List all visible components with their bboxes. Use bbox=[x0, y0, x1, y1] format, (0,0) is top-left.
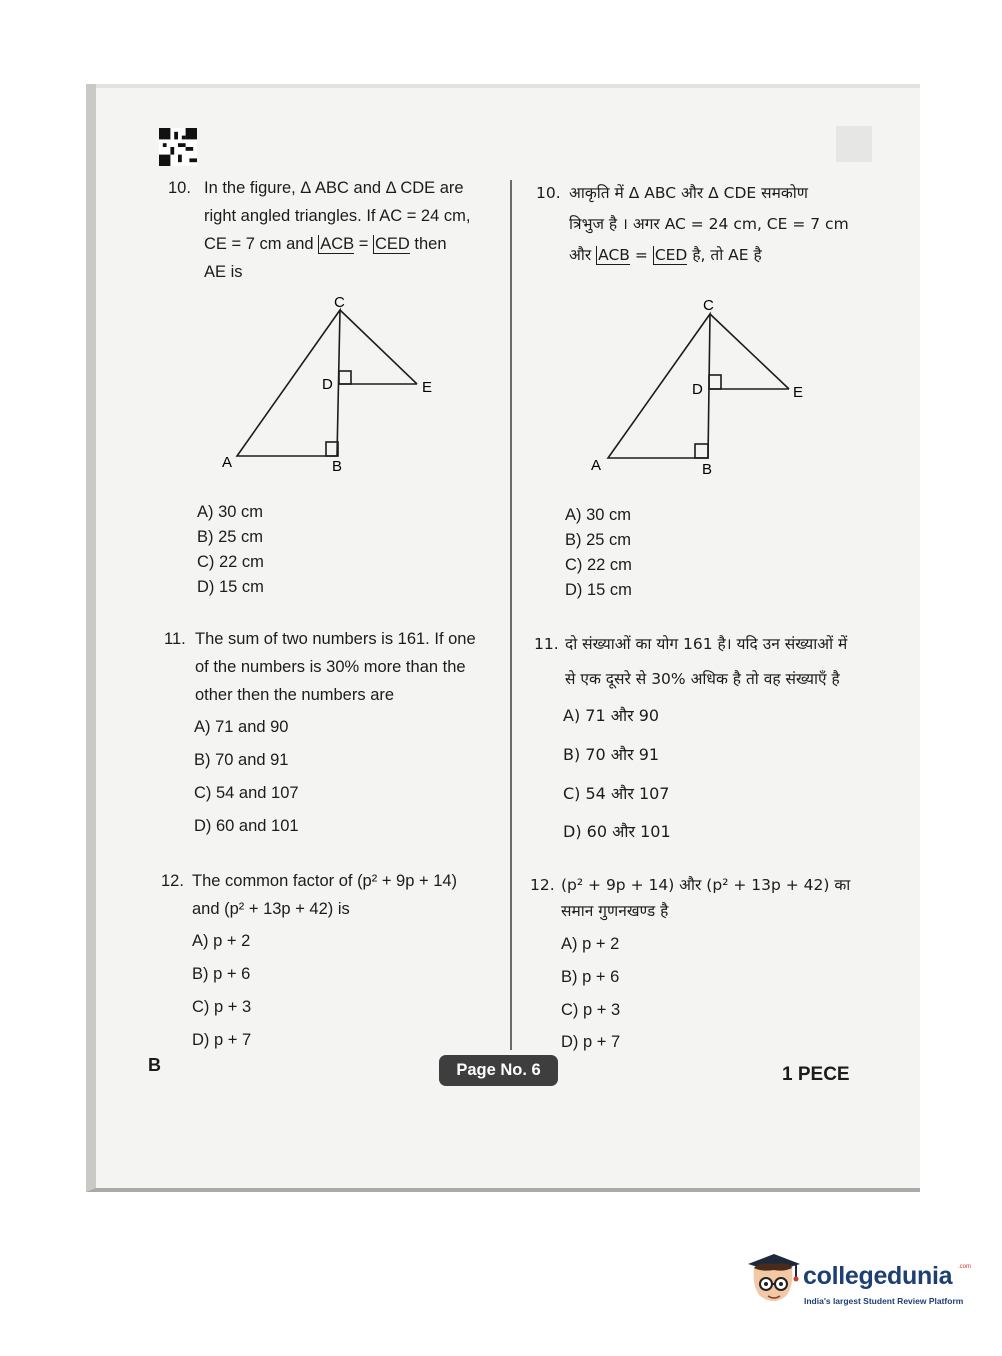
question-line: The sum of two numbers is 161. If one bbox=[195, 630, 476, 648]
question-line: The common factor of (p² + 9p + 14) bbox=[192, 872, 458, 890]
vertex-d-label: D bbox=[322, 376, 333, 393]
option: A) 71 और 90 bbox=[563, 706, 660, 725]
angle-ced: CED bbox=[654, 246, 688, 264]
option: D) 15 cm bbox=[565, 581, 632, 599]
line-text: then bbox=[414, 235, 447, 253]
option: C) 54 and 107 bbox=[194, 784, 299, 802]
line-text: है, तो AE है bbox=[692, 246, 762, 264]
triangle-figure bbox=[586, 292, 816, 482]
bleed-qr bbox=[836, 126, 872, 162]
option: C) p + 3 bbox=[561, 1001, 621, 1019]
option: D) 60 and 101 bbox=[194, 817, 299, 835]
vertex-a-label: A bbox=[222, 454, 233, 471]
option: C) 22 cm bbox=[565, 556, 632, 574]
left-q12 bbox=[161, 867, 491, 923]
option: C) 22 cm bbox=[197, 553, 264, 571]
vertex-d-label: D bbox=[692, 381, 703, 398]
option: B) 25 cm bbox=[565, 531, 632, 549]
option: B) 25 cm bbox=[197, 528, 264, 546]
equals-sign: = bbox=[634, 246, 648, 264]
question-line: से एक दूसरे से 30% अधिक है तो वह संख्याएँ है bbox=[565, 670, 840, 688]
question-line: आकृति में Δ ABC और Δ CDE समकोण bbox=[569, 184, 808, 202]
triangle-figure bbox=[215, 288, 445, 478]
question-line: other then the numbers are bbox=[195, 686, 395, 704]
option: C) p + 3 bbox=[192, 998, 252, 1016]
option: A) 71 and 90 bbox=[194, 718, 289, 736]
question-line: of the numbers is 30% more than the bbox=[195, 658, 466, 676]
line-text: और bbox=[569, 246, 592, 264]
question-line bbox=[569, 240, 866, 271]
option: B) 70 and 91 bbox=[194, 751, 289, 769]
question-line: त्रिभुज है । अगर AC = 24 cm, CE = 7 cm bbox=[569, 215, 849, 233]
paper-code: 1 PECE bbox=[782, 1064, 850, 1085]
angle-acb: ACB bbox=[598, 246, 630, 264]
question-line: AE is bbox=[204, 263, 243, 281]
vertex-c-label: C bbox=[703, 297, 714, 314]
option: A) 30 cm bbox=[197, 503, 264, 521]
option: A) p + 2 bbox=[561, 935, 620, 953]
scan-edge bbox=[96, 84, 920, 88]
right-q11 bbox=[534, 627, 874, 697]
vertex-b-label: B bbox=[702, 461, 713, 478]
collegedunia-mascot-icon bbox=[744, 1248, 802, 1310]
question-number: 10. bbox=[536, 184, 561, 202]
question-number: 12. bbox=[161, 872, 184, 890]
page-number-badge: Page No. 6 bbox=[439, 1055, 558, 1086]
vertex-e-label: E bbox=[793, 384, 804, 401]
question-line: दो संख्याओं का योग 161 है। यदि उन संख्याओं में bbox=[565, 635, 848, 653]
brand-name: collegedunia bbox=[803, 1262, 953, 1290]
question-number: 11. bbox=[534, 635, 559, 653]
question-number: 12. bbox=[530, 876, 555, 894]
question-line: right angled triangles. If AC = 24 cm, bbox=[204, 207, 471, 225]
series-code: B bbox=[148, 1055, 161, 1075]
option: D) 15 cm bbox=[197, 578, 264, 596]
brand-domain: .com bbox=[958, 1264, 972, 1270]
vertex-c-label: C bbox=[334, 294, 345, 311]
question-line: In the figure, Δ ABC and Δ CDE are bbox=[204, 179, 464, 197]
right-q12 bbox=[530, 872, 870, 924]
left-q10 bbox=[168, 174, 488, 286]
question-number: 11. bbox=[164, 630, 186, 648]
option: B) 70 और 91 bbox=[563, 745, 660, 764]
vertex-e-label: E bbox=[422, 379, 433, 396]
vertex-a-label: A bbox=[591, 457, 602, 474]
option: D) 60 और 101 bbox=[563, 822, 671, 841]
option: B) p + 6 bbox=[561, 968, 620, 986]
qr-code-icon bbox=[158, 128, 198, 166]
angle-acb: ACB bbox=[320, 235, 355, 253]
option: B) p + 6 bbox=[192, 965, 251, 983]
question-line: and (p² + 13p + 42) is bbox=[192, 900, 350, 918]
question-number: 10. bbox=[168, 179, 191, 197]
vertex-b-label: B bbox=[332, 458, 343, 475]
left-q11 bbox=[164, 625, 494, 709]
option: D) p + 7 bbox=[561, 1033, 621, 1051]
equals-sign: = bbox=[358, 235, 369, 253]
question-line: (p² + 9p + 14) और (p² + 13p + 42) का bbox=[561, 876, 851, 894]
question-line bbox=[204, 230, 488, 258]
option: D) p + 7 bbox=[192, 1031, 252, 1049]
option: A) 30 cm bbox=[565, 506, 632, 524]
line-text: CE = 7 cm and bbox=[204, 235, 314, 253]
angle-ced: CED bbox=[374, 235, 410, 253]
column-divider bbox=[510, 180, 512, 1050]
right-q10 bbox=[536, 178, 866, 271]
question-line: समान गुणनखण्ड है bbox=[561, 902, 669, 920]
option: A) p + 2 bbox=[192, 932, 251, 950]
option: C) 54 और 107 bbox=[563, 784, 670, 803]
brand-tagline: India's largest Student Review Platform bbox=[804, 1296, 964, 1306]
